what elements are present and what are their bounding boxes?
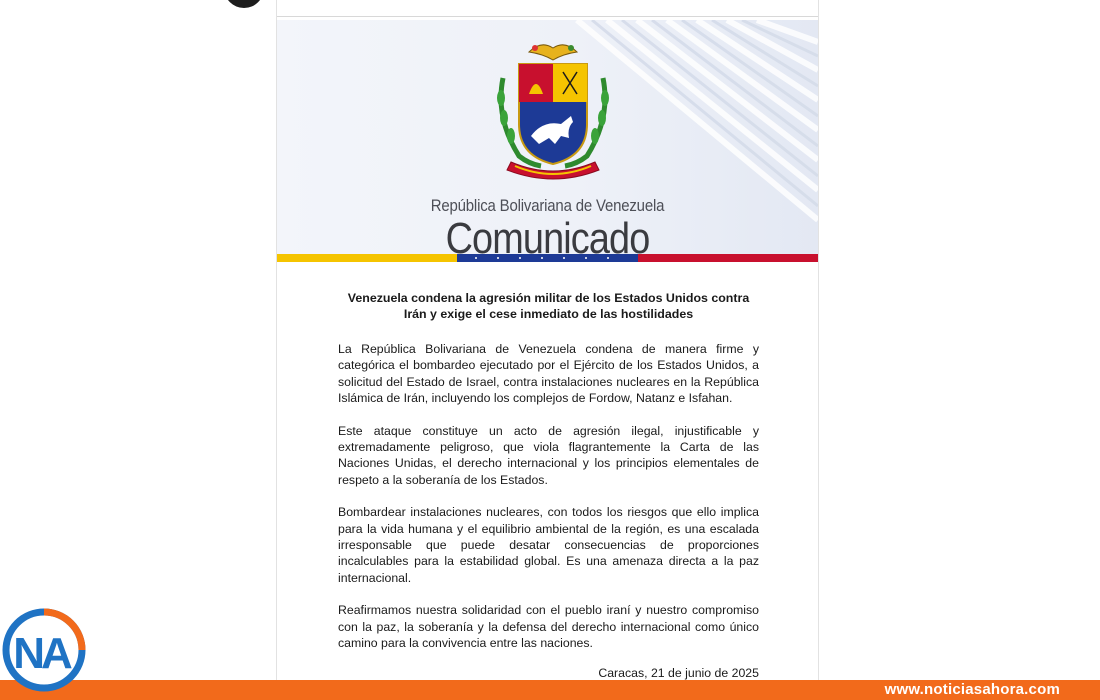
title-line-2: Irán y exige el cese inmediato de las hostilidades	[403, 307, 694, 321]
communique-date: Caracas, 21 de junio de 2025	[598, 666, 759, 680]
flag-red-segment	[638, 254, 818, 262]
coat-of-arms-emblem	[489, 38, 617, 184]
paragraph-4: Reafirmamos nuestra solidaridad con el pueblo iraní y nuestro compromiso con la paz, la soberanía y la defensa del derecho internacional como único camino para la convivencia entre las naciones.	[338, 603, 759, 651]
flag-yellow-segment	[277, 254, 457, 262]
paragraph-1: La República Bolivariana de Venezuela condena de manera firme y categórica el bombardeo ejecutado por el Ejército de los Estados Unidos, a solicitud del Estado de Israel, contra instalaciones nucleares en la República Islámica de Irán, incluyendo los complejos de Fordow, Natanz e Isfahan.	[338, 342, 759, 406]
communique-document	[276, 0, 819, 700]
logo-text: NA	[13, 629, 69, 678]
communique-body	[338, 290, 759, 668]
issuer-name: República Bolivariana de Venezuela	[430, 196, 665, 215]
title-line-1: Venezuela condena la agresión militar de los Estados Unidos contra	[347, 291, 750, 305]
post-avatar[interactable]	[224, 0, 264, 8]
site-footer-banner	[0, 680, 1100, 700]
post-divider	[277, 16, 818, 17]
communique-title	[338, 290, 759, 322]
communique-header	[277, 20, 818, 254]
flag-color-bar	[277, 254, 818, 262]
communique-heading: Comunicado	[445, 214, 650, 254]
flag-blue-segment	[457, 254, 637, 262]
site-url-link[interactable]: www.noticiasahora.com	[884, 681, 1060, 698]
noticias-ahora-logo	[0, 602, 86, 700]
paragraph-2: Este ataque constituye un acto de agresión ilegal, injustificable y extremadamente peligroso, que viola flagrantemente la Carta de las Naciones Unidas, el derecho internacional y los principios elementales de respeto a la soberanía de los Estados.	[338, 423, 759, 487]
paragraph-3: Bombardear instalaciones nucleares, con todos los riesgos que ello implica para la vida humana y el equilibrio ambiental de la región, es una escalada irresponsable que puede desatar consecuencias de proporciones incalculables para la estabilidad global. Es una amenaza directa a la paz internacional.	[338, 505, 759, 585]
